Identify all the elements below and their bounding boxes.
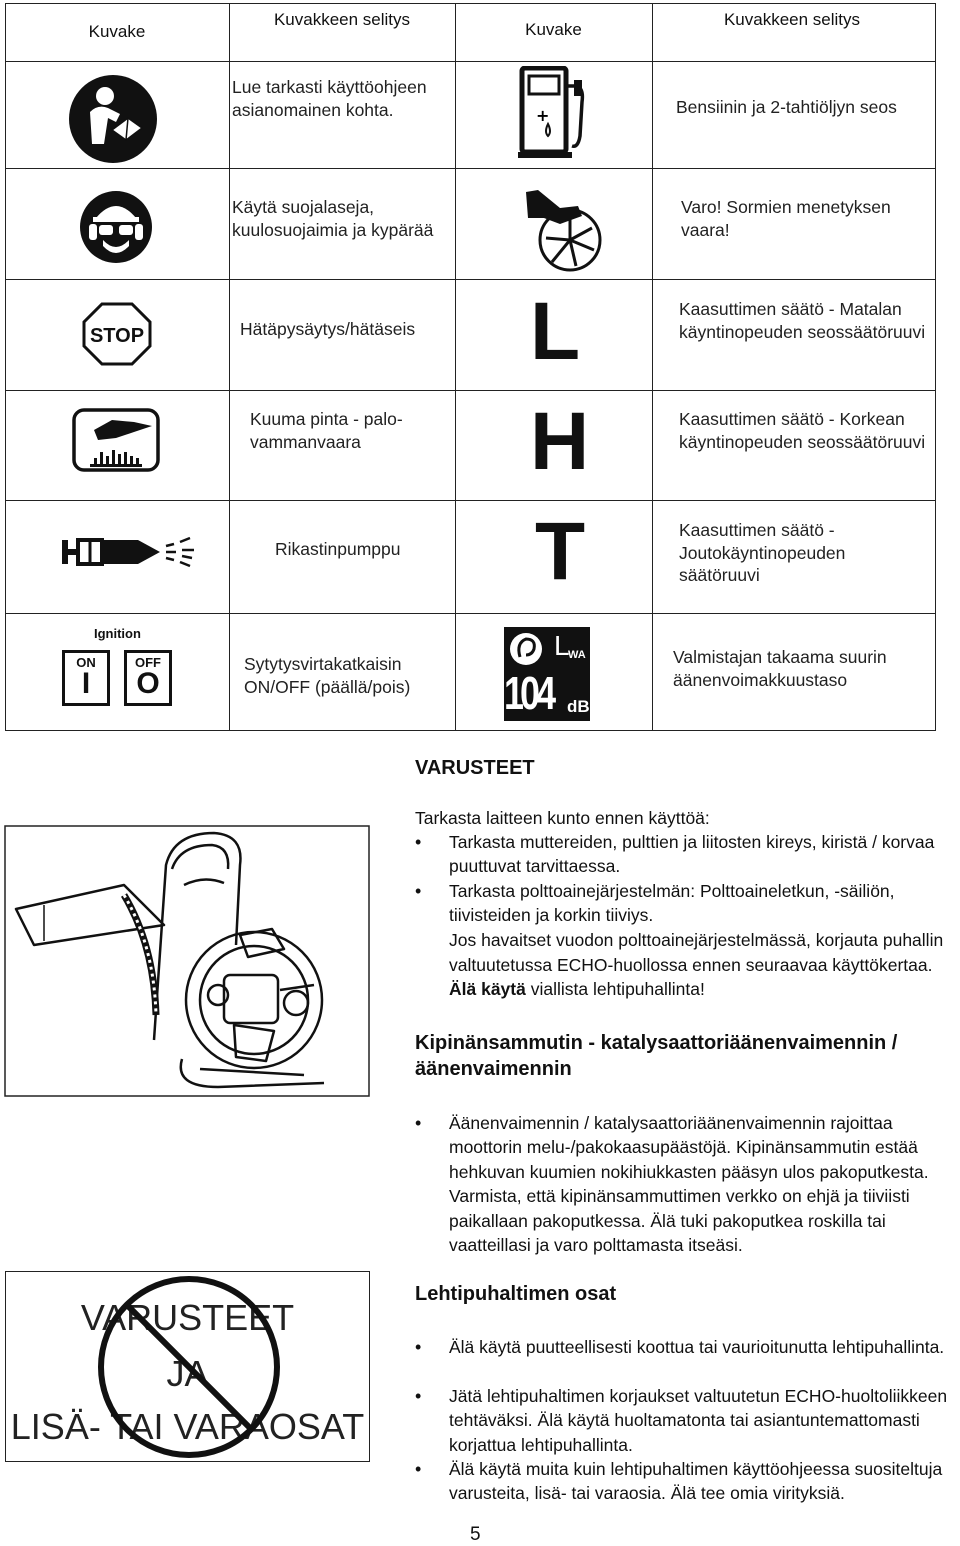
letter-h-icon: H	[530, 396, 590, 487]
table-divider	[5, 61, 936, 62]
primer-pump-icon	[60, 536, 200, 568]
header-icon: Kuvake	[525, 20, 582, 39]
row3-right-text: Kaasuttimen säätö - Matalan käyntinopeuden seossäätöruuvi	[679, 299, 926, 342]
row6-right-text: Valmistajan takaama suurin äänenvoimakkuustaso	[673, 647, 887, 690]
sound-unit: dB	[567, 697, 590, 716]
ignition-label: Ignition	[94, 626, 141, 641]
header-description: Kuvakkeen selitys	[723, 10, 861, 29]
fuel-pump-icon	[518, 66, 590, 160]
off-switch-box	[124, 650, 172, 706]
varusteet-bullet: • Tarkasta muttereiden, pulttien ja liitosten kireys, kiristä / korvaa puuttuvat tarvittaessa.	[415, 830, 959, 879]
lwa-letter: L	[554, 630, 570, 661]
off-symbol: O	[136, 667, 160, 700]
sound-value: 104	[504, 667, 553, 719]
paragraph-bold: Älä käytä	[449, 979, 526, 999]
manual-reading-icon	[68, 74, 158, 164]
svg-text:+: +	[536, 106, 550, 125]
paragraph-text-end: viallista lehtipuhallinta!	[525, 979, 705, 999]
paragraph-text: Jos havaitset vuodon polttoainejärjestelmässä, korjauta puhallin valtuutetussa ECHO-huollossa ennen seuraavaa käyttökertaa.	[449, 930, 944, 975]
varusteet-paragraph	[449, 928, 959, 1002]
row1-right-text: Bensiinin ja 2-tahtiöljyn seos	[676, 97, 897, 117]
kipina-heading: Kipinänsammutin - katalysaattoriäänenvaimennin / äänenvaimennin	[415, 1032, 898, 1080]
letter-t-icon: T	[535, 506, 586, 597]
row4-left-text: Kuuma pinta - palo- vammanvaara	[250, 409, 403, 452]
protective-gear-icon	[79, 190, 153, 264]
svg-text:STOP: STOP	[89, 325, 145, 347]
osat-heading: Lehtipuhaltimen osat	[415, 1283, 617, 1305]
osat-bullet: • Älä käytä puutteellisesti koottua tai vaurioitunutta lehtipuhallinta.	[415, 1335, 960, 1359]
no-accessories-box	[5, 1271, 370, 1462]
lwa-subscript: WA	[568, 649, 586, 661]
table-divider	[229, 3, 230, 731]
varusteet-heading: VARUSTEET	[415, 757, 535, 779]
header-description: Kuvakkeen selitys	[273, 10, 411, 29]
row6-left-text: Sytytysvirtakatkaisin ON/OFF (päällä/pois)	[244, 654, 411, 697]
on-symbol: I	[81, 667, 91, 700]
row5-left-text: Rikastinpumppu	[275, 539, 401, 559]
leaf-blower-illustration	[4, 825, 370, 1097]
hot-surface-icon	[72, 408, 160, 472]
table-divider	[5, 613, 936, 614]
hand-fan-warning-icon	[520, 188, 606, 274]
row2-right-text: Varo! Sormien menetyksen vaara!	[681, 197, 891, 240]
off-label: OFF	[135, 655, 161, 670]
no-accessories-line: LISÄ- TAI VARAOSAT	[10, 1406, 365, 1447]
table-divider	[455, 3, 456, 731]
varusteet-intro: Tarkasta laitteen kunto ennen käyttöä:	[415, 808, 710, 828]
varusteet-bullet: • Tarkasta polttoainejärjestelmän: Polttoaineletkun, -säiliön, tiivisteiden ja korkin tiiviys.	[415, 879, 959, 928]
sound-power-icon	[504, 627, 590, 721]
row2-left-text: Käytä suojalaseja, kuulosuojaimia ja kypärää	[232, 197, 434, 240]
row1-left-text: Lue tarkasti käyttöohjeen asianomainen kohta.	[232, 77, 427, 120]
kipina-bullet: • Äänenvaimennin / katalysaattoriäänenvaimennin rajoittaa moottorin melu-/pakokaasupäästöjä. Kipinänsammutin estää hehkuvan kuumien nokihiukkasten pääsyn ulos pakoputkesta. Varmista, että kipinänsammuttimen verkko on ehjä ja tiiviisti paikallaan pakoputkessa. Älä tuki pakoputkea roskilla tai vaatteillasi ja varo polttamasta itseäsi.	[415, 1111, 960, 1257]
row5-right-text: Kaasuttimen säätö - Joutokäyntinopeuden säätöruuvi	[679, 520, 846, 585]
ignition-switch-icon	[62, 626, 177, 710]
stop-sign-icon	[82, 302, 152, 366]
osat-bullet: • Jätä lehtipuhaltimen korjaukset valtuutetun ECHO-huoltoliikkeen tehtäväksi. Älä käytä huoltamatonta tai asiantuntemattomasti korjattua lehtipuhallinta.	[415, 1384, 960, 1457]
table-divider	[5, 390, 936, 391]
table-divider	[5, 279, 936, 280]
ear-icon	[508, 631, 544, 667]
header-icon: Kuvake	[88, 22, 146, 41]
osat-bullet: • Älä käytä muita kuin lehtipuhaltimen käyttöohjeessa suositeltuja varusteita, lisä- tai varaosia. Älä tee omia virityksiä.	[415, 1457, 960, 1506]
row3-left-text: Hätäpysäytys/hätäseis	[240, 319, 416, 339]
on-label: ON	[76, 655, 96, 670]
prohibition-icon	[94, 1274, 284, 1460]
no-accessories-line: VARUSTEET	[80, 1297, 295, 1338]
table-divider	[5, 168, 936, 169]
table-divider	[5, 500, 936, 501]
letter-l-icon: L	[530, 286, 581, 377]
on-switch-box	[62, 650, 110, 706]
no-accessories-line: JA	[166, 1353, 209, 1394]
table-divider	[652, 3, 653, 731]
page-number: 5	[470, 1524, 481, 1545]
row4-right-text: Kaasuttimen säätö - Korkean käyntinopeuden seossäätöruuvi	[679, 409, 926, 452]
